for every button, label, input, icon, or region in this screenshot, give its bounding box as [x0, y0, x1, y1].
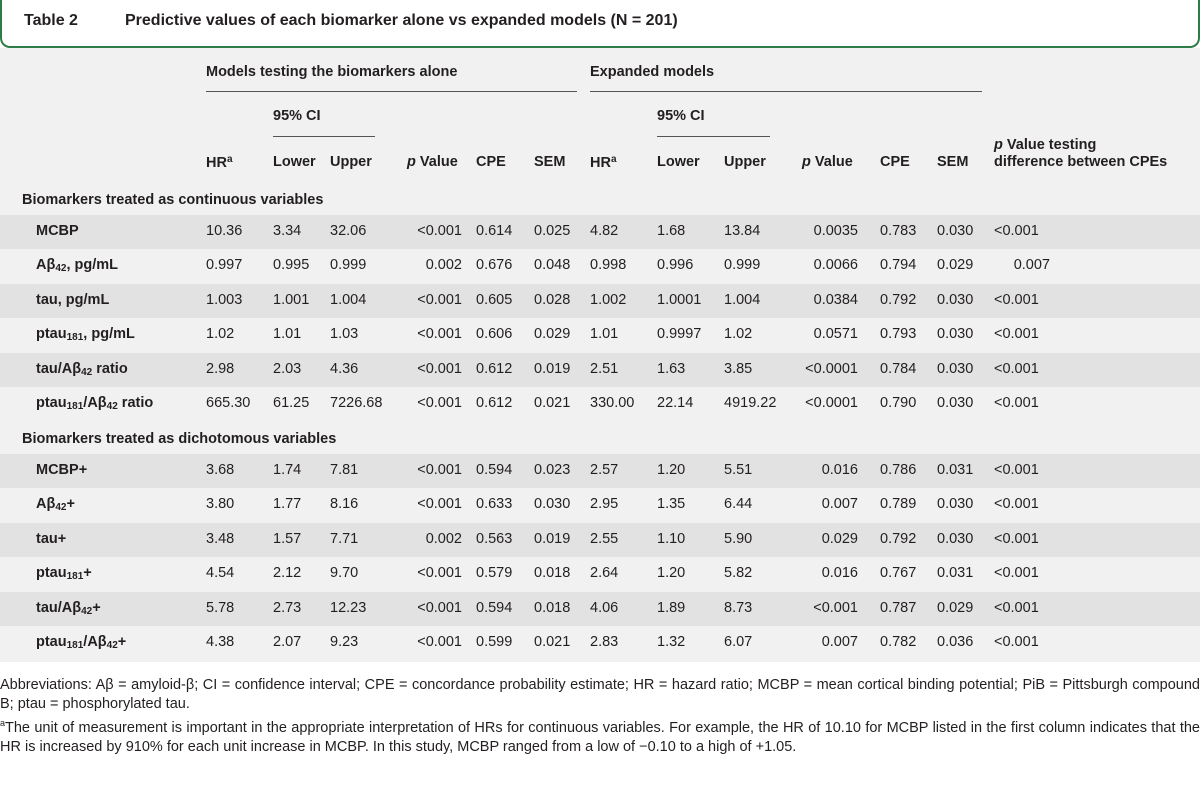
table-cell: 0.007 — [821, 496, 858, 513]
col-cpe-alone: CPE — [476, 154, 506, 170]
row-label: $A\beta_{42}$, pg/mL — [36, 257, 119, 275]
table-cell: 0.025 — [534, 223, 571, 239]
ci-rule-alone — [273, 136, 375, 137]
table-cell: 2.83 — [590, 634, 619, 650]
table-cell: <0.001 — [994, 599, 1039, 616]
table-cell: 3.34 — [273, 223, 302, 239]
row-label: $ptau_{181}/A\beta_{42}+$ — [36, 634, 127, 651]
table-cell: <0.001 — [417, 599, 462, 616]
table-cell: 0.633 — [476, 496, 513, 513]
table-cell: 1.01 — [590, 326, 619, 343]
table-row — [0, 454, 1200, 488]
row-label: tau/$A\beta_{42}+$ — [36, 599, 101, 617]
table-cell: <0.001 — [417, 326, 462, 343]
table-cell: 0.030 — [937, 496, 974, 513]
table-cell: 2.98 — [206, 360, 235, 377]
col-sem-alone: SEM — [534, 154, 566, 170]
row-label: MCBP+ — [36, 462, 88, 478]
table-cell: 8.16 — [330, 496, 359, 513]
table-cell: 32.06 — [330, 223, 367, 239]
table-cell: 0.029 — [937, 599, 974, 616]
table-cell: 3.68 — [206, 462, 235, 478]
table-cell: 4.82 — [590, 223, 619, 239]
table-cell: 0.794 — [880, 257, 917, 274]
table-cell: 0.998 — [590, 257, 627, 274]
table-cell: 1.57 — [273, 530, 302, 547]
table-title: Predictive values of each biomarker alone vs expanded models (N = 201) — [125, 12, 678, 29]
col-upper-expanded: Upper — [724, 154, 766, 170]
data-table — [0, 48, 1200, 662]
table-cell: 0.029 — [534, 326, 571, 343]
table-cell: 4.54 — [206, 565, 235, 582]
table-cell: 0.995 — [273, 257, 310, 274]
table-cell: 0.029 — [937, 257, 974, 274]
group-header-expanded: Expanded models — [590, 64, 715, 80]
table-cell: 0.030 — [937, 530, 974, 547]
table-cell: 0.793 — [880, 326, 917, 343]
table-cell: <0.001 — [417, 462, 462, 478]
table-cell: 0.018 — [534, 565, 571, 582]
group-rule-expanded — [590, 91, 982, 92]
table-cell: 0.676 — [476, 257, 513, 274]
table-cell: 3.48 — [206, 530, 235, 547]
table-row — [0, 284, 1200, 318]
table-cell: 0.999 — [724, 257, 761, 274]
col-hr-expanded: $HR^a$ — [590, 154, 617, 171]
p-diff-header-line1: p Value testing — [994, 137, 1097, 153]
table-cell: 0.019 — [534, 530, 571, 547]
table-cell: 3.80 — [206, 496, 235, 513]
table-cell: 7.71 — [330, 530, 359, 547]
table-cell: 2.03 — [273, 360, 302, 377]
table-cell: 1.63 — [657, 360, 686, 377]
table-cell: 1.10 — [657, 530, 686, 547]
table-cell: 1.01 — [273, 326, 302, 343]
table-cell: 0.594 — [476, 462, 513, 478]
table-cell: 5.51 — [724, 462, 753, 478]
table-cell: 1.02 — [724, 326, 753, 343]
table-cell: 0.023 — [534, 462, 571, 478]
row-label: tau/$A\beta_{42}$ ratio — [36, 360, 128, 378]
table-cell: 1.004 — [330, 291, 367, 308]
table-cell: 1.0001 — [657, 291, 702, 308]
table-cell: 0.029 — [821, 530, 858, 547]
table-cell: 2.55 — [590, 530, 619, 547]
table-cell: 12.23 — [330, 599, 367, 616]
table-cell: 0.9997 — [657, 326, 702, 343]
table-cell: <0.001 — [417, 565, 462, 582]
table-cell: 0.786 — [880, 462, 917, 478]
table-row — [0, 557, 1200, 591]
table-row — [0, 249, 1200, 283]
table-row — [0, 626, 1200, 660]
group-rule-alone — [206, 91, 577, 92]
table-cell: 0.606 — [476, 326, 513, 343]
table-cell: 0.002 — [425, 257, 462, 274]
table-cell: 0.790 — [880, 395, 917, 411]
table-cell: 0.030 — [937, 223, 974, 239]
table-cell: 1.02 — [206, 326, 235, 343]
table-cell: 0.0035 — [813, 223, 858, 239]
table-cell: 2.07 — [273, 634, 302, 650]
table-cell: 1.77 — [273, 496, 302, 513]
table-cell: 0.614 — [476, 223, 513, 239]
table-row — [0, 318, 1200, 352]
table-cell: <0.0001 — [805, 395, 858, 411]
col-p-alone: p Value — [407, 154, 458, 170]
p-diff-header-line2: difference between CPEs — [994, 154, 1168, 170]
table-cell: 7226.68 — [330, 395, 383, 411]
table-cell: 1.20 — [657, 565, 686, 582]
row-label: MCBP — [36, 223, 79, 239]
table-cell: 1.03 — [330, 326, 359, 343]
table-cell: 0.999 — [330, 257, 367, 274]
col-cpe-expanded: CPE — [880, 154, 910, 170]
table-cell: <0.001 — [994, 360, 1039, 377]
note-a-footnote: $^a$The unit of measurement is important in the appropriate interpretation of HRs for continuous variables. For example, the HR of 10.10 for MCBP listed in the first column indicates that the HR is increased by 910% for each unit increase in MCBP. In this study, MCBP ranged from a low of −0.10 to a high of +1.05. — [0, 718, 1200, 755]
table-cell: 2.12 — [273, 565, 302, 582]
table-cell: 0.002 — [425, 530, 462, 547]
table-cell: 0.019 — [534, 360, 571, 377]
table-cell: 2.51 — [590, 360, 619, 377]
table-cell: <0.0001 — [805, 360, 858, 377]
table-cell: 0.789 — [880, 496, 917, 513]
table-cell: 0.030 — [534, 496, 571, 513]
table-cell: 0.783 — [880, 223, 917, 239]
table-cell: <0.001 — [994, 223, 1039, 239]
table-cell: 2.64 — [590, 565, 619, 582]
table-cell: 0.016 — [821, 565, 858, 582]
row-label: $A\beta_{42}+$ — [36, 496, 75, 514]
table-cell: 0.031 — [937, 462, 974, 478]
table-cell: 0.030 — [937, 360, 974, 377]
table-cell: 0.612 — [476, 395, 513, 411]
table-cell: 0.579 — [476, 565, 513, 582]
table-cell: 1.002 — [590, 291, 627, 308]
row-label: ptau$_{181}$, pg/mL — [36, 326, 135, 344]
table-cell: 0.612 — [476, 360, 513, 377]
table-cell: 9.70 — [330, 565, 359, 582]
table-cell: 0.792 — [880, 291, 917, 308]
table-cell: 0.594 — [476, 599, 513, 616]
table-cell: 0.996 — [657, 257, 694, 274]
table-cell: <0.001 — [417, 395, 462, 411]
table-cell: 5.78 — [206, 599, 235, 616]
table-cell: <0.001 — [417, 360, 462, 377]
table-cell: <0.001 — [417, 223, 462, 239]
table-cell: 6.44 — [724, 496, 753, 513]
row-label: ptau$_{181}$+ — [36, 565, 92, 583]
table-cell: <0.001 — [994, 326, 1039, 343]
table-cell: <0.001 — [994, 530, 1039, 547]
table-cell: <0.001 — [994, 462, 1039, 478]
table-cell: 4.38 — [206, 634, 235, 650]
table-cell: 9.23 — [330, 634, 359, 650]
table-cell: 0.016 — [821, 462, 858, 478]
row-label: tau+ — [36, 530, 67, 547]
table-cell: <0.001 — [813, 599, 858, 616]
table-row — [0, 215, 1200, 249]
table-cell: 0.007 — [821, 634, 858, 650]
table-cell: 0.792 — [880, 530, 917, 547]
section-header-continuous: Biomarkers treated as continuous variables — [22, 192, 324, 208]
ci-header-expanded: 95% CI — [657, 108, 705, 124]
table-row — [0, 523, 1200, 557]
table-cell: 0.782 — [880, 634, 917, 650]
table-cell: 0.048 — [534, 257, 571, 274]
table-cell: 7.81 — [330, 462, 359, 478]
table-cell: <0.001 — [994, 565, 1039, 582]
table-cell: 1.32 — [657, 634, 686, 650]
table-row — [0, 592, 1200, 626]
table-cell: 2.95 — [590, 496, 619, 513]
table-cell: 0.997 — [206, 257, 243, 274]
table-cell: 0.036 — [937, 634, 974, 650]
table-cell: 0.021 — [534, 634, 571, 650]
table-cell: 0.605 — [476, 291, 513, 308]
table-cell: 10.36 — [206, 223, 243, 239]
table-cell: <0.001 — [994, 395, 1039, 411]
table-cell: 1.35 — [657, 496, 686, 513]
table-cell: 2.57 — [590, 462, 619, 478]
col-p-expanded: p Value — [802, 154, 853, 170]
table-cell: 0.0571 — [813, 326, 858, 343]
table-row — [0, 353, 1200, 387]
section-header-dichotomous: Biomarkers treated as dichotomous variables — [22, 431, 337, 447]
table-cell: 22.14 — [657, 395, 694, 411]
table-cell: 0.767 — [880, 565, 917, 582]
group-header-alone: Models testing the biomarkers alone — [206, 64, 458, 80]
table-cell: 0.0384 — [813, 291, 858, 308]
table-cell: 13.84 — [724, 223, 761, 239]
table-cell: <0.001 — [417, 291, 462, 308]
col-hr-alone: $HR^a$ — [206, 154, 233, 171]
table-cell: 1.003 — [206, 291, 243, 308]
table-cell: 0.030 — [937, 291, 974, 308]
abbreviations-footnote: Abbreviations: Aβ = amyloid-β; CI = confidence interval; CPE = concordance probability estimate; HR = hazard ratio; MCBP = mean cortical binding potential; PiB = Pittsburgh compound B; ptau = phosphorylated tau. — [0, 677, 1200, 712]
table-cell: <0.001 — [417, 496, 462, 513]
table-cell: 0.030 — [937, 395, 974, 411]
table-cell: 0.0066 — [813, 257, 858, 274]
table-cell: 0.031 — [937, 565, 974, 582]
table-cell: 0.030 — [937, 326, 974, 343]
table-cell: 6.07 — [724, 634, 753, 650]
table-cell: 2.73 — [273, 599, 302, 616]
table-cell: 1.68 — [657, 223, 686, 239]
table-title-bar — [0, 0, 1200, 48]
table-cell: 0.563 — [476, 530, 513, 547]
table-cell: 0.784 — [880, 360, 917, 377]
ci-header-alone: 95% CI — [273, 108, 321, 124]
table-cell: 0.007 — [1013, 257, 1050, 274]
row-label: $ptau_{181}/A\beta_{42}$ ratio — [36, 395, 154, 412]
col-upper-alone: Upper — [330, 154, 372, 170]
table-cell: 0.028 — [534, 291, 571, 308]
ci-rule-expanded — [657, 136, 770, 137]
table-cell: 1.89 — [657, 599, 686, 616]
table-row — [0, 488, 1200, 522]
table-cell: 4919.22 — [724, 395, 777, 411]
table-cell: 3.85 — [724, 360, 753, 377]
table-cell: <0.001 — [994, 496, 1039, 513]
table-row — [0, 387, 1200, 421]
table-cell: 0.018 — [534, 599, 571, 616]
table-cell: 0.599 — [476, 634, 513, 650]
table-cell: 1.74 — [273, 462, 302, 478]
table-cell: 0.021 — [534, 395, 571, 411]
table-cell: 665.30 — [206, 395, 251, 411]
col-lower-alone: Lower — [273, 154, 316, 170]
table-cell: 1.004 — [724, 291, 761, 308]
table-number: Table 2 — [24, 12, 78, 29]
table-cell: 0.787 — [880, 599, 917, 616]
table-cell: 330.00 — [590, 395, 635, 411]
table-cell: 61.25 — [273, 395, 310, 411]
table-cell: <0.001 — [417, 634, 462, 650]
table-cell: <0.001 — [994, 634, 1039, 650]
table-cell: 1.001 — [273, 291, 310, 308]
col-sem-expanded: SEM — [937, 154, 969, 170]
table-cell: 1.20 — [657, 462, 686, 478]
row-label: tau, pg/mL — [36, 291, 110, 308]
table-cell: 4.06 — [590, 599, 619, 616]
table-cell: 5.82 — [724, 565, 753, 582]
col-lower-expanded: Lower — [657, 154, 700, 170]
table-cell: 4.36 — [330, 360, 359, 377]
table-cell: 5.90 — [724, 530, 753, 547]
table-cell: <0.001 — [994, 291, 1039, 308]
table-cell: 8.73 — [724, 599, 753, 616]
